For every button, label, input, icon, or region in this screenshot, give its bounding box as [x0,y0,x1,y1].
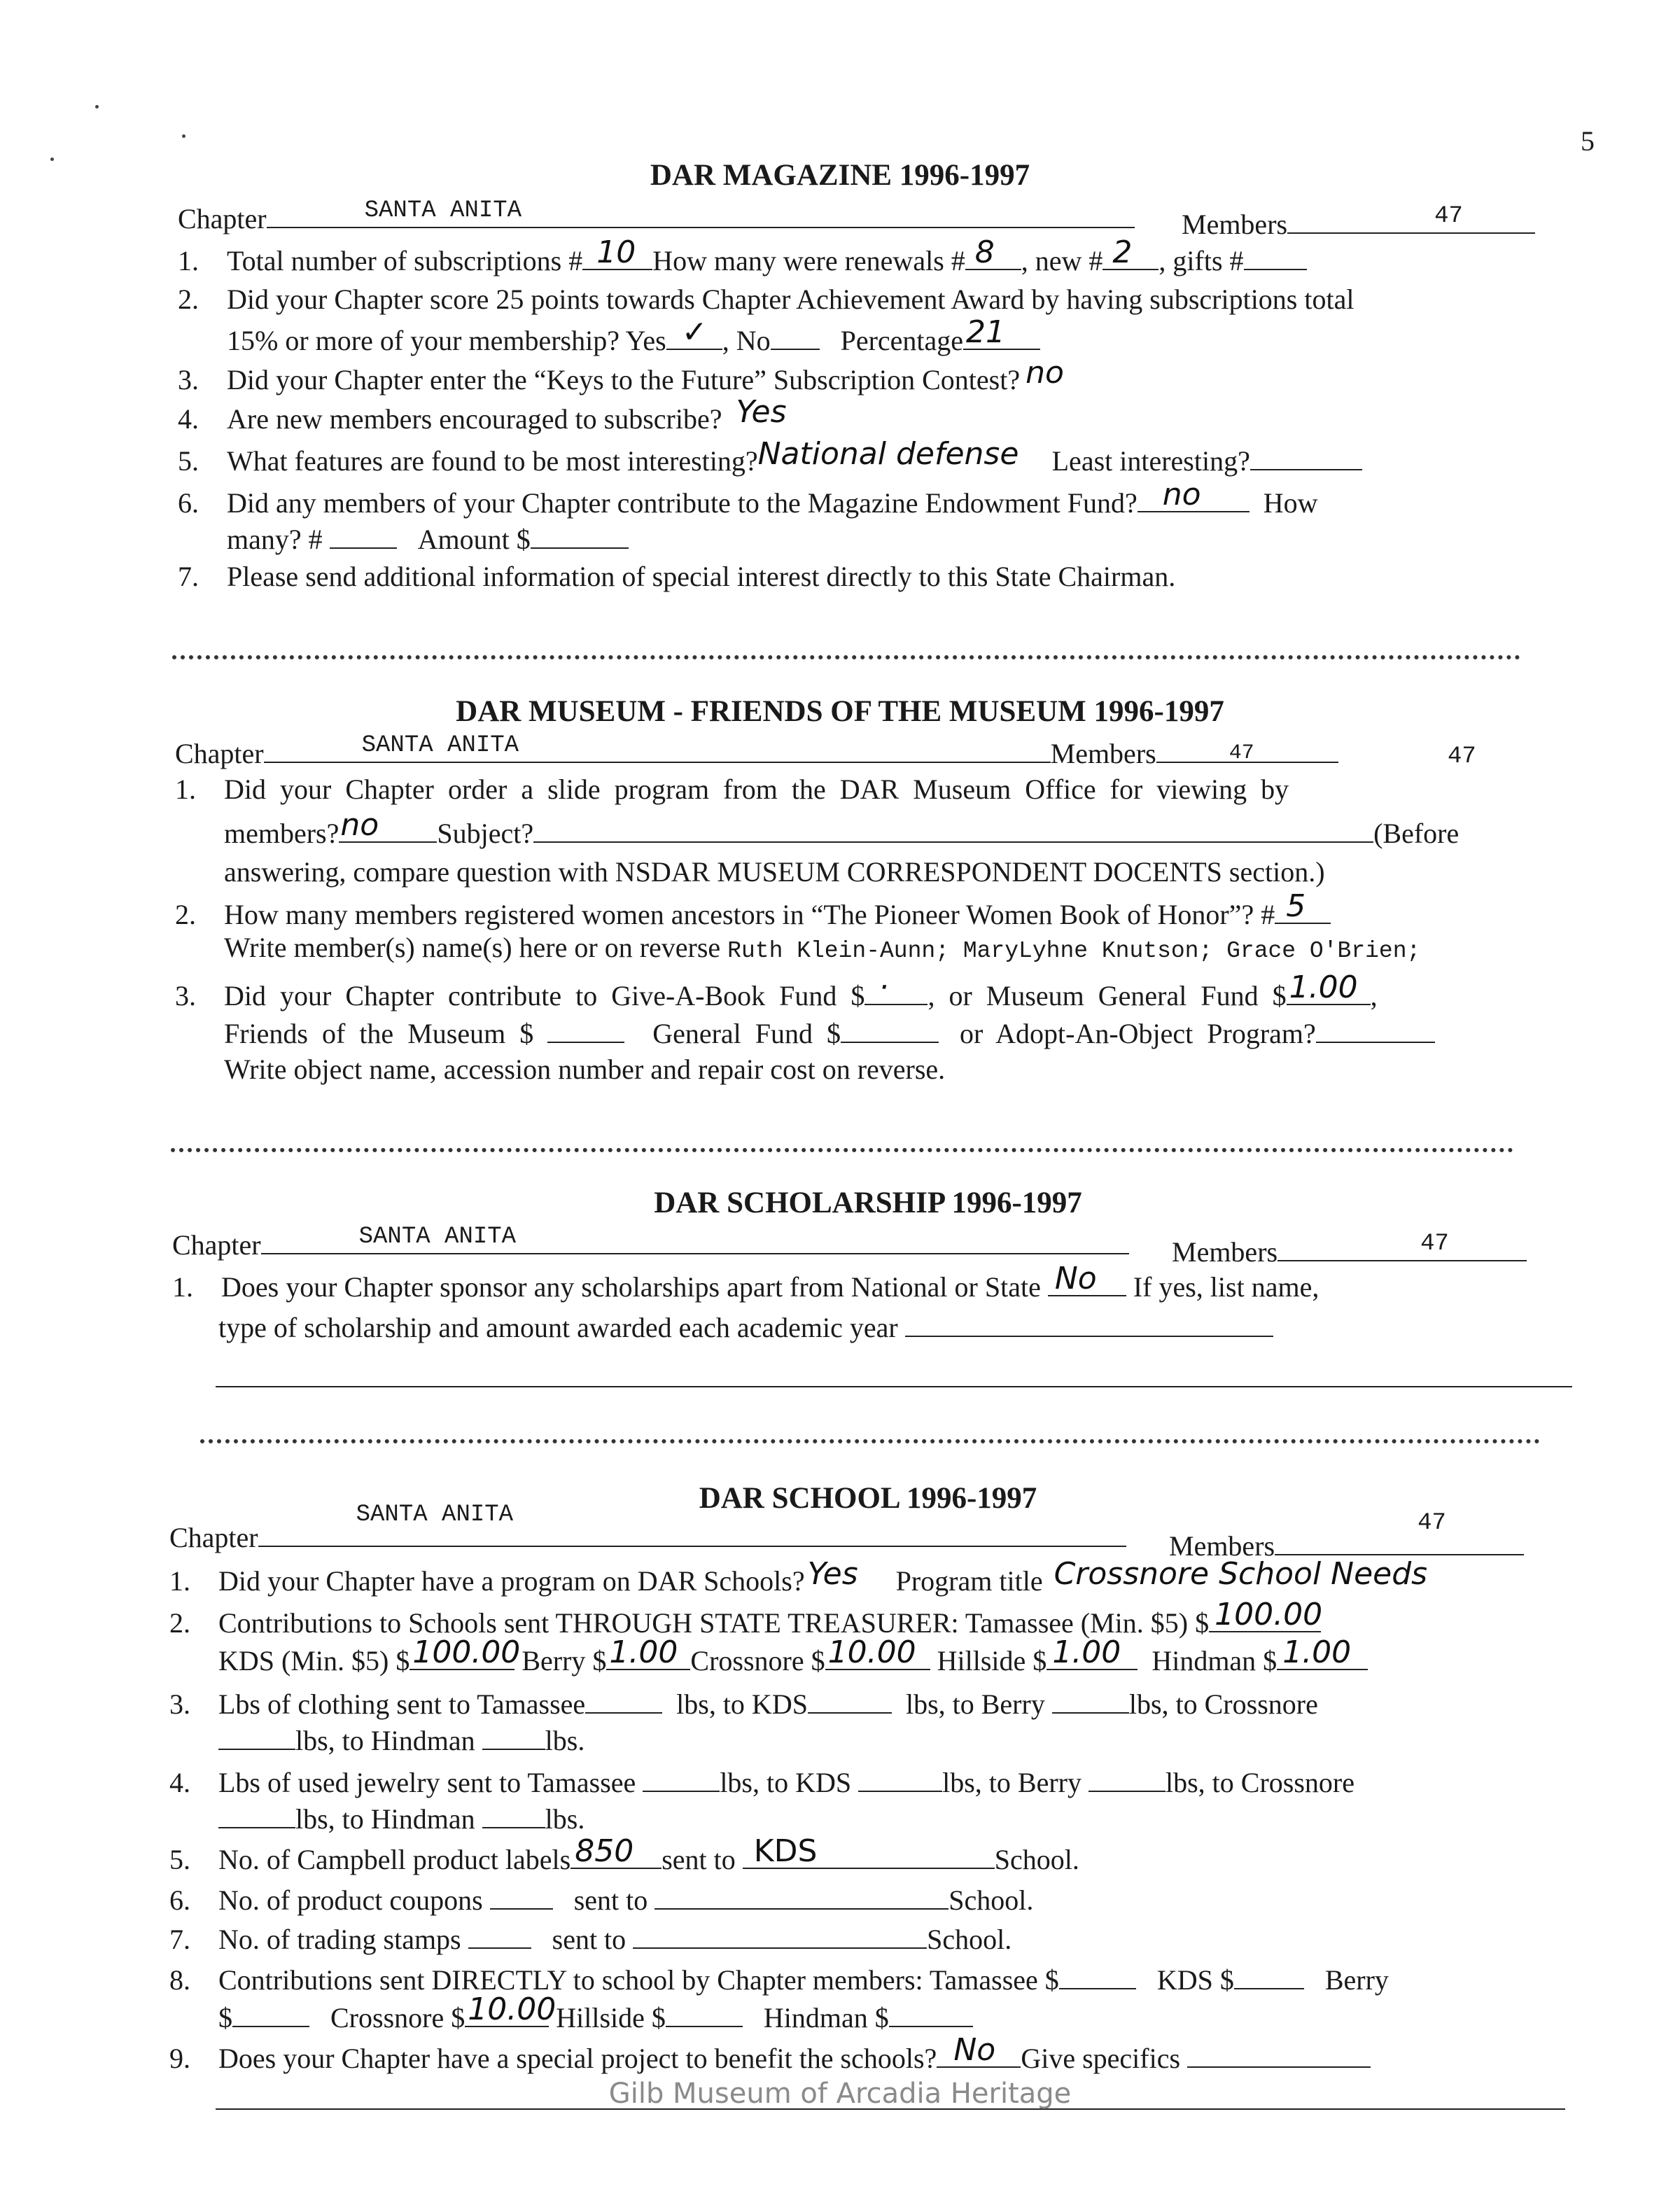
museum-q1-note: answering, compare question with NSDAR MUSEUM CORRESPONDENT DOCENTS section.) [224,856,1325,888]
museum-q3-note: Write object name, accession number and repair cost on reverse. [224,1054,946,1085]
blank-line [216,1386,1572,1387]
scan-speck [182,134,186,138]
school-q4: 4. Lbs of used jewelry sent to Tamassee lbs, to KDS lbs, to Berry lbs, to Crossnore [169,1761,1354,1800]
museum-chapter-row: Chapter SANTA ANITA Members 47 [175,732,1338,771]
subscriptions-total-value: 10 [596,234,636,271]
keys-contest-value: no [1026,355,1064,391]
tamassee-value: 100.00 [1214,1597,1323,1633]
school-q5: 5. No. of Campbell product labels 850 sent to KDS School. [169,1833,1079,1875]
endowment-value: no [1162,477,1201,513]
chapter-value: SANTA ANITA [364,197,522,225]
museum-q1-cont: members? no Subject? (Before [224,807,1460,849]
section-divider [171,1148,1513,1152]
magazine-q1: 1. Total number of subscriptions # 10 How many were renewals # 8 , new # 2 , gifts # [178,239,1307,278]
member-names: Ruth Klein-Aunn; MaryLyhne Knutson; Grace O'Brien; [727,938,1421,964]
magazine-chapter-row [178,197,1135,236]
magazine-q6: 6. Did any members of your Chapter contribute to the Magazine Endowment Fund? no How [178,477,1318,519]
school-q2-cont: KDS (Min. $5) $ 100.00 Berry $ 1.00 Crossnore $ 10.00 Hillside $ 1.00 Hindman $ 1.00 [218,1639,1368,1678]
museum-q1: 1. Did your Chapter order a slide program from the DAR Museum Office for viewing by [175,774,1289,805]
encouraged-value: Yes [736,394,787,430]
members-value: 47 [1434,203,1463,230]
percentage-value: 21 [966,314,1006,351]
school-members-row: Members 47 [1169,1525,1524,1563]
school-q8-cont: $ Crossnore $ 10.00 Hillside $ Hindman $ [218,1996,973,2035]
watermark: Gilb Museum of Arcadia Heritage [608,2078,1072,2110]
give-a-book-value: · [878,969,889,1006]
scholarship-chapter-row: Chapter SANTA ANITA [172,1224,1129,1262]
school-chapter-row: Chapter SANTA ANITA [169,1516,1126,1555]
chapter-field [267,197,1135,228]
magazine-title: DAR MAGAZINE 1996-1997 [650,159,1030,192]
most-interesting-value: National defense [757,436,1019,472]
magazine-q6-cont: many? # Amount $ [227,518,629,556]
magazine-q4: 4. Are new members encouraged to subscribe? Yes [178,394,787,435]
school-q3-cont: lbs, to Hindman lbs. [218,1719,584,1758]
members-field [1287,203,1535,234]
school-q2: 2. Contributions to Schools sent THROUGH STATE TREASURER: Tamassee (Min. $5) $ 100.00 [169,1597,1323,1639]
berry-value: 1.00 [609,1634,678,1671]
school-q1: 1. Did your Chapter have a program on DAR Schools? Yes Program title Crossnore School Needs [169,1556,1428,1597]
hindman-value: 1.00 [1282,1634,1352,1671]
scholarship-q1: 1. Does your Chapter sponsor any scholarships apart from National or State No If yes, list name, [172,1261,1320,1303]
program-title-value: Crossnore School Needs [1054,1556,1428,1592]
labels-school-value: KDS [753,1833,818,1870]
slide-program-value: no [340,807,379,844]
yes-check: ✓ [681,314,708,351]
kds-value: 100.00 [412,1634,521,1671]
program-value: Yes [807,1556,858,1592]
hillside-value: 1.00 [1052,1634,1121,1671]
museum-q2: 2. How many members registered women ancestors in “The Pioneer Women Book of Honor”? # 5 [175,893,1331,932]
crossnore-direct-value: 10.00 [468,1991,556,2028]
scholarship-value: No [1054,1261,1097,1297]
school-q3: 3. Lbs of clothing sent to Tamassee lbs, to KDS lbs, to Berry lbs, to Crossnore [169,1683,1318,1721]
museum-title: DAR MUSEUM - FRIENDS OF THE MUSEUM 1996-1997 [456,695,1224,728]
pioneer-count-value: 5 [1286,888,1306,925]
section-divider [200,1439,1540,1443]
magazine-q7: 7. Please send additional information of special interest directly to this State Chairman. [178,561,1176,592]
magazine-q2: 2. Did your Chapter score 25 points towards Chapter Achievement Award by having subscriptions total [178,284,1354,315]
members-handwritten: 47 [1228,741,1254,765]
chapter-label: Chapter [178,203,267,234]
scholarship-q1-cont: type of scholarship and amount awarded each academic year [218,1306,1273,1345]
school-title: DAR SCHOOL 1996-1997 [699,1482,1037,1515]
school-q6: 6. No. of product coupons sent to School. [169,1879,1033,1917]
members-label: Members [1182,209,1288,240]
school-q8: 8. Contributions sent DIRECTLY to school by Chapter members: Tamassee $ KDS $ Berry [169,1959,1389,1997]
magazine-q2-cont: 15% or more of your membership? Yes ✓ , No Percentage 21 [227,319,1040,358]
scan-speck [95,105,99,108]
school-q7: 7. No. of trading stamps sent to School. [169,1918,1011,1956]
school-q9: 9. Does your Chapter have a special project to benefit the schools? No Give specifics [169,2037,1371,2076]
magazine-members-row [1182,203,1535,241]
scholarship-title: DAR SCHOLARSHIP 1996-1997 [654,1186,1082,1219]
museum-q2-cont: Write member(s) name(s) here or on reverse Ruth Klein-Aunn; MaryLyhne Knutson; Grace O'Brien; [224,932,1421,964]
scholarship-members-row: Members 47 [1172,1231,1527,1269]
magazine-q5: 5. What features are found to be most interesting? National defense Least interesting? [178,440,1362,478]
magazine-q3: 3. Did your Chapter enter the “Keys to the Future” Subscription Contest? no [178,355,1064,396]
special-project-value: No [953,2032,996,2068]
school-q4-cont: lbs, to Hindman lbs. [218,1798,584,1836]
new-value: 2 [1112,234,1133,271]
campbell-labels-value: 850 [575,1833,634,1870]
museum-q3-cont: Friends of the Museum $ General Fund $ or Adopt-An-Object Program? [224,1012,1435,1051]
renewals-value: 8 [974,234,995,271]
page-number: 5 [1581,125,1595,157]
section-divider [172,655,1520,659]
crossnore-value: 10.00 [827,1634,916,1671]
general-fund-value: 1.00 [1289,969,1358,1006]
museum-q3: 3. Did your Chapter contribute to Give-A-Book Fund $ · , or Museum General Fund $ 1.00 , [175,969,1378,1011]
